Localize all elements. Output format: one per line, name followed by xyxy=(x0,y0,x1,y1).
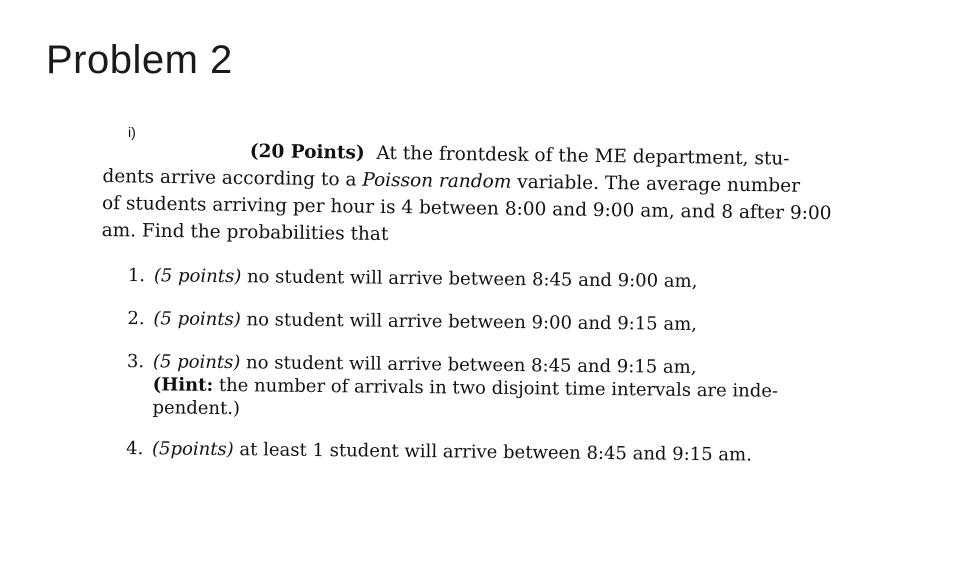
list-item xyxy=(126,350,827,426)
item-points: (5 points) xyxy=(152,351,241,374)
list-item xyxy=(127,307,827,337)
item-text: no student will arrive between 8:45 and 9:15 am, xyxy=(246,352,697,378)
part-label: i) xyxy=(128,124,136,140)
problem-points: (20 Points) xyxy=(249,141,365,164)
item-points: (5 points) xyxy=(153,265,242,288)
item-number: 3. xyxy=(126,350,145,373)
item-text: no student will arrive between 9:00 and 9:15 am, xyxy=(246,309,698,335)
hint-text: the number of arrivals in two disjoint time intervals are inde- xyxy=(218,374,779,402)
poisson-term: Poisson random xyxy=(362,169,512,193)
list-item xyxy=(126,437,826,467)
problem-line-1-text: At the frontdesk of the ME department, stu- xyxy=(376,142,790,170)
item-number: 4. xyxy=(125,437,144,460)
item-number: 2. xyxy=(127,307,145,330)
item-points: (5 points) xyxy=(153,308,241,331)
list-item xyxy=(128,264,828,294)
problem-line-2-post: variable. The average number xyxy=(517,171,801,197)
problem-line-4: am. Find the probabilities that xyxy=(101,219,389,245)
problem-statement xyxy=(101,136,832,254)
hint-text-continued: pendent.) xyxy=(152,397,241,420)
slide-title: Problem 2 xyxy=(46,38,233,82)
hint-label: (Hint: xyxy=(152,374,214,396)
item-number: 1. xyxy=(127,264,146,287)
problem-line-3: of students arriving per hour is 4 between 8:00 and 9:00 am, and 8 after 9:00 xyxy=(101,192,832,225)
item-text: at least 1 student will arrive between 8:45 and 9:15 am. xyxy=(239,439,753,466)
question-list xyxy=(126,264,828,467)
item-points: (5points) xyxy=(151,438,234,461)
problem-line-2-pre: dents arrive according to a xyxy=(102,165,357,191)
item-text: no student will arrive between 8:45 and 9:00 am, xyxy=(246,266,698,292)
